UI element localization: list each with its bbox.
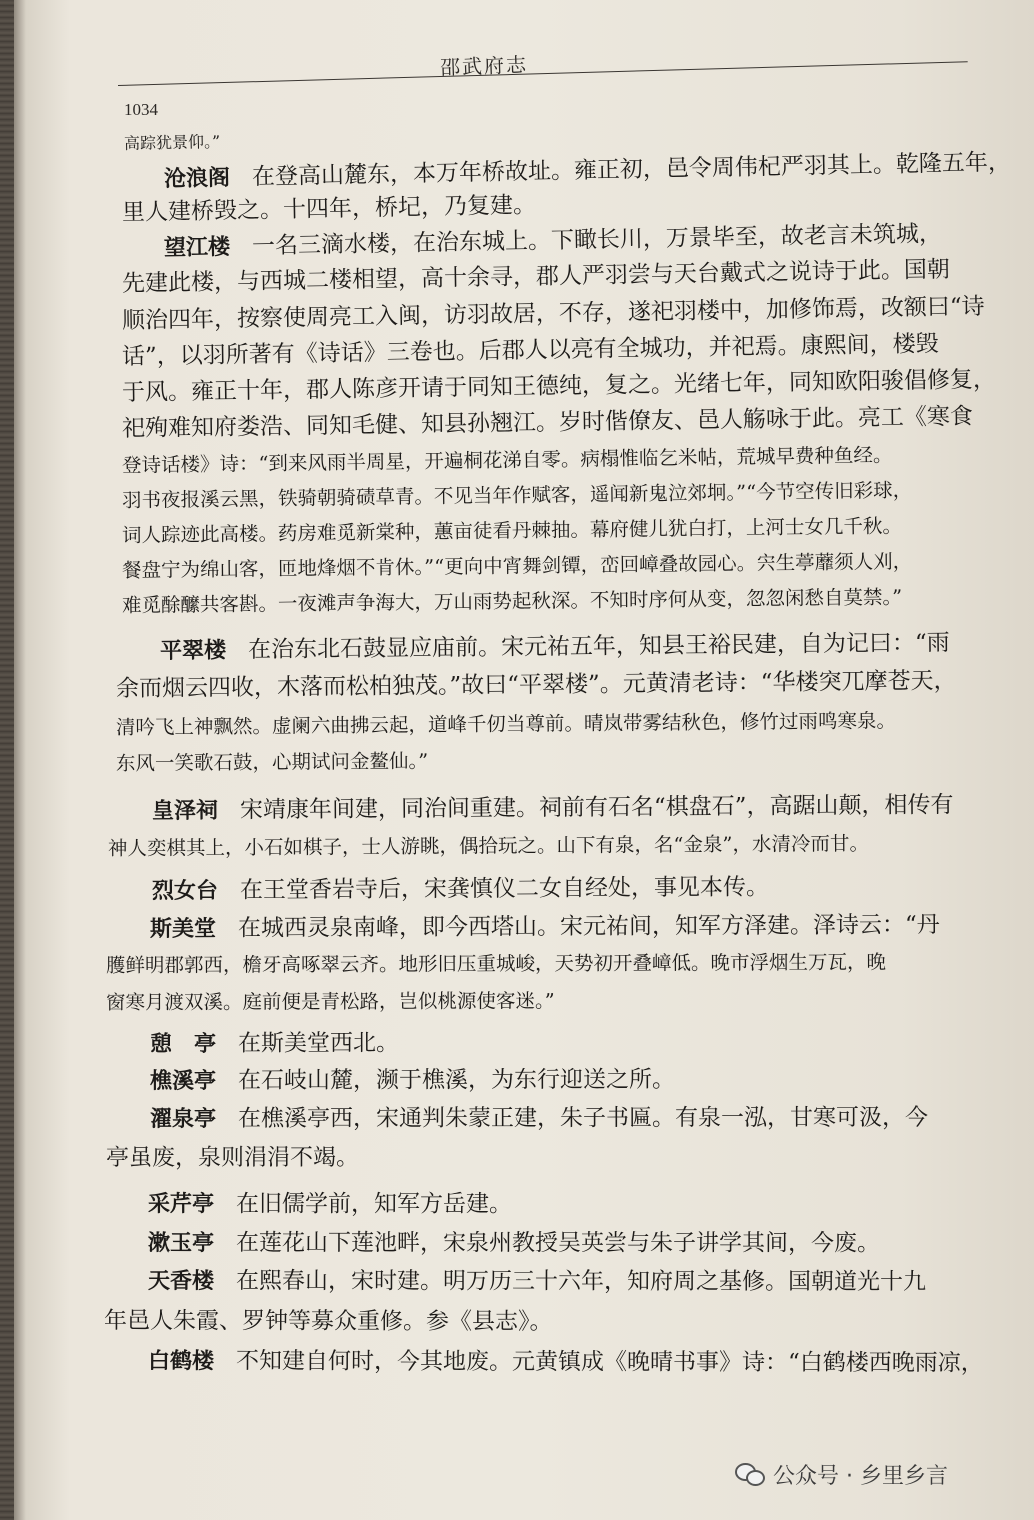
line-text: 余而烟云四收，木落而松柏独茂。”故曰“平翠楼”。元黄清老诗：“华楼突兀摩苍天， <box>115 668 957 702</box>
entry-line <box>148 1189 512 1220</box>
line-text: 词人踪迹此高楼。药房难觅新棠种，蕙亩徒看丹棘抽。幕府健儿犹白打，上河士女几千秋。 <box>121 514 903 547</box>
line-text: 不知建自何时，今其地废。元黄镇成《晚晴书事》诗：“白鹤楼西晚雨凉， <box>235 1348 984 1377</box>
text-line <box>116 746 428 779</box>
entry-title: 望江楼 <box>163 234 231 261</box>
line-text: 臒鲜明郡郭西，檐牙高啄翠云齐。地形旧压重城峻，天势初开叠嶂低。晚市浮烟生万瓦，晚 <box>105 950 887 977</box>
line-text: 在王堂香岩寺后，宋龚慎仪二女自经处，事见本传。 <box>239 874 770 904</box>
entry-line <box>150 1103 928 1135</box>
text-line <box>122 583 903 621</box>
line-text: 清吟飞上神飘然。虚阑六曲拂云起，道峰千仞当尊前。晴岚带雾结秋色，修竹过雨鸣寒泉。 <box>115 709 897 739</box>
line-text: 在旧儒学前，知军方岳建。 <box>236 1190 513 1217</box>
text-line <box>106 948 886 981</box>
entry-title: 憩 亭 <box>149 1031 217 1057</box>
text-line <box>106 986 555 1018</box>
line-text: 一名三滴水楼，在治东城上。下瞰长川，万景毕至，故老言未筑城， <box>251 220 943 260</box>
line-text: 顺治四年，按察使周亮工入闽，访羽故居，不存，遂祀羽楼中，加修饰焉，改额曰“诗 <box>121 293 985 334</box>
text-line <box>122 190 536 228</box>
text-line <box>122 547 912 586</box>
entry-line <box>152 790 954 827</box>
line-text: 在石岐山麓，濒于樵溪，为东行迎送之所。 <box>237 1066 676 1094</box>
entry-line <box>160 628 950 667</box>
watermark <box>735 1459 948 1489</box>
page-number: 1034 <box>124 100 158 119</box>
text-line <box>106 1143 359 1173</box>
line-text: 宋靖康年间建，同治间重建。祠前有石名“棋盘石”，高踞山颠，相传有 <box>239 792 954 824</box>
text-line <box>116 666 957 704</box>
running-title: 邵武府志 <box>439 52 529 80</box>
line-text: 话”，以羽所著有《诗话》三卷也。后郡人以亮有全城功，并祀焉。康熙间，楼毁 <box>121 331 939 370</box>
line-text: 在斯美堂西北。 <box>237 1030 400 1057</box>
text-line <box>122 365 996 408</box>
line-text: 登诗话楼》诗：“到来风雨半周星，开遍桐花涕自零。病榻惟临乞米帖，荒城早费种鱼经。 <box>121 443 893 477</box>
line-text: 先建此楼，与西城二楼相望，高十余寻，郡人严羽尝与天台戴式之说诗于此。国朝 <box>121 256 951 297</box>
entry-line <box>152 872 769 907</box>
entry-title: 平翠楼 <box>159 638 227 664</box>
text-line <box>122 476 913 516</box>
text-line <box>124 127 221 159</box>
entry-line <box>150 1028 399 1060</box>
line-text: 东风一笑歌石鼓，心期试问金鳌仙。” <box>115 749 429 775</box>
line-text: 在莲花山下莲池畔，宋泉州教授吴英尝与朱子讲学其间，今废。 <box>236 1230 881 1257</box>
entry-title: 濯泉亭 <box>149 1106 217 1132</box>
entry-title: 沧浪阁 <box>163 165 231 192</box>
text-line <box>122 402 973 444</box>
text-line <box>116 706 896 743</box>
entry-title: 漱玉亭 <box>147 1231 215 1257</box>
line-text: 在登高山麓东，本万年桥故址。雍正初，邑令周伟杞严羽其上。乾隆五年， <box>251 149 1012 191</box>
text-line <box>122 329 939 372</box>
entry-line <box>150 1065 675 1097</box>
entry-line <box>148 1228 880 1260</box>
line-text: 神人奕棋其上，小石如棋子，士人游眺，偶拾玩之。山下有泉，名“金泉”，水清冷而甘。 <box>107 831 870 860</box>
line-text: 在城西灵泉南峰，即今西塔山。宋元祐间，知军方泽建。泽诗云：“丹 <box>237 912 940 942</box>
entry-title: 烈女台 <box>151 878 219 904</box>
line-text: 亭虽废，泉则涓涓不竭。 <box>105 1144 360 1171</box>
line-text: 在治东北石鼓显应庙前。宋元祐五年，知县王裕民建，自为记曰：“雨 <box>247 630 950 664</box>
entry-line <box>148 1346 984 1379</box>
line-text: 在樵溪亭西，宋通判朱蒙正建，朱子书匾。有泉一泓，甘寒可汲，今 <box>237 1104 929 1132</box>
line-text: 祀殉难知府娄浩、同知毛健、知县孙翘江。岁时偕僚友、邑人觞咏于此。亮工《寒食 <box>121 403 974 442</box>
line-text: 里人建桥毁之。十四年，桥圮，乃复建。 <box>121 192 537 226</box>
entry-line <box>150 910 940 945</box>
text-line <box>108 829 869 864</box>
entry-title: 皇泽祠 <box>151 798 219 824</box>
text-line <box>122 440 893 481</box>
entry-line <box>148 1266 926 1298</box>
line-text: 在熙春山，宋时建。明万历三十六年，知府周之基修。国朝道光十九 <box>235 1268 927 1296</box>
line-text: 羽书夜报溪云黑，铁骑朝骑碛草青。不见当年作赋客，遥闻新鬼泣郊坰。”“今节空传旧彩球， <box>121 478 913 512</box>
line-text: 餐盘宁为绵山客，匝地烽烟不肯休。”“更向中宵舞剑镡，峦回嶂叠故园心。宍生葶蘼须人刈， <box>121 549 913 582</box>
line-text: 年邑人朱霞、罗钟等募众重修。参《县志》。 <box>103 1308 553 1335</box>
entry-title: 采芹亭 <box>147 1191 215 1217</box>
text-line <box>122 511 902 551</box>
line-text: 高踪犹景仰。” <box>123 131 221 153</box>
entry-title: 斯美堂 <box>149 916 217 942</box>
line-text: 难觅酴醿共客斟。一夜滩声争海大，万山雨势起秋深。不知时序何从变，忽忽闲愁自莫禁。” <box>121 585 903 617</box>
entry-title: 天香楼 <box>147 1269 215 1295</box>
watermark-text: 公众号 · 乡里乡言 <box>773 1463 948 1489</box>
entry-title: 白鹤楼 <box>147 1349 215 1375</box>
entry-line <box>164 147 1011 195</box>
line-text: 于风。雍正十年，郡人陈彦开请于同知王德纯，复之。光绪七年，同知欧阳骏倡修复， <box>121 366 997 406</box>
text-line <box>104 1306 553 1337</box>
wechat-icon <box>735 1461 765 1487</box>
entry-title: 樵溪亭 <box>149 1068 217 1094</box>
line-text: 窗寒月渡双溪。庭前便是青松路，岂似桃源使客迷。” <box>105 989 555 1014</box>
